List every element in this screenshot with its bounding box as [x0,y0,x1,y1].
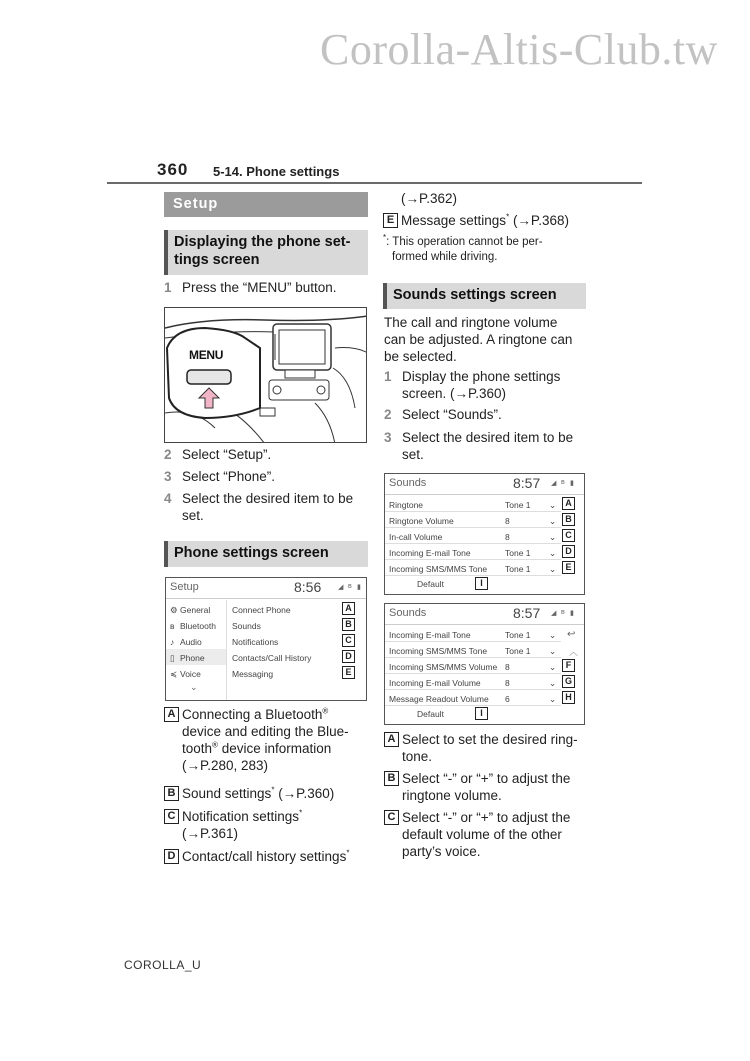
setting-name: Incoming E-mail Tone [389,630,471,640]
display-heading-line2: tings screen [174,252,260,268]
callout-label: A [384,732,399,747]
callout-label: C [342,634,355,647]
display-heading [164,230,368,275]
legend-text: Select “-” or “+” to adjust the default volume of the other party’s voice. [402,810,571,859]
sounds-screen-2 [384,603,585,725]
step-3 [384,429,594,465]
step-text: Select the desired item to be set. [402,430,574,462]
step-number: 3 [164,469,172,484]
screen-row[interactable] [166,601,367,617]
setup-heading: Setup [164,192,368,217]
callout-label: B [342,618,355,631]
sidebar-item-voice[interactable]: Voice [180,669,201,679]
callout-label: C [164,809,179,824]
callout-label: B [384,771,399,786]
dashboard-illustration [164,307,367,443]
setting-name: Incoming SMS/MMS Tone [389,646,488,656]
page-number: 360 [157,160,189,179]
screen-header [166,578,366,596]
menu-label: MENU [189,348,224,362]
default-button[interactable] [389,577,561,592]
chevron-down-icon[interactable]: ⌄ [549,646,557,656]
callout-label: E [342,666,355,679]
continued-reference: (→P.362) [401,191,458,206]
callout-label: D [164,849,179,864]
screen-row[interactable] [166,649,367,665]
legend-text: Message settings* (→P.368) [401,212,569,228]
phone-icon: ▯ [170,653,175,663]
dashboard-drawing [165,308,367,443]
callout-label: G [562,675,575,688]
step-number: 1 [164,280,172,295]
callout-label: E [383,213,398,228]
footer-code: COROLLA_U [124,958,202,972]
callout-label: E [562,561,575,574]
sidebar-item-general[interactable]: General [180,605,211,615]
setting-value: Tone 1 [505,500,531,510]
setting-value: 8 [505,516,510,526]
screen-header [385,604,584,622]
callout-label: A [164,707,179,722]
screen-row[interactable] [166,633,367,649]
step-text: Select “Phone”. [182,469,276,484]
bluetooth-icon: ʙ [561,479,565,486]
callout-label: I [475,577,488,590]
step-text: Select “Setup”. [182,447,272,462]
setting-value: Tone 1 [505,548,531,558]
legend-B [384,770,594,806]
signal-icon: ◢ [551,480,557,487]
setting-name: Incoming SMS/MMS Tone [389,564,488,574]
sounds-screen-1 [384,473,585,595]
callout-label: C [562,529,575,542]
callout-label: F [562,659,575,672]
callout-label: A [562,497,575,510]
screen-row[interactable] [385,674,572,690]
chevron-down-icon[interactable]: ⌄ [549,532,557,542]
step-number: 4 [164,491,172,506]
step-1 [384,368,594,404]
scroll-up-icon[interactable]: ︿ [569,647,579,657]
bluetooth-icon: ʙ [170,621,175,631]
legend-text: Notification settings* (→P.361) [182,808,303,841]
watermark: Corolla-Altis-Club.tw [320,25,718,74]
callout-label: C [384,810,399,825]
phone-icon: ▮ [570,610,574,617]
chevron-down-icon[interactable]: ⌄ [549,662,557,672]
setting-name: Incoming E-mail Volume [389,678,481,688]
chevron-down-icon[interactable]: ⌄ [549,678,557,688]
setting-value: 8 [505,678,510,688]
screen-row[interactable] [385,658,572,674]
phone-icon: ▮ [570,480,574,487]
screen-row[interactable] [385,560,572,576]
voice-icon: ≼ [170,669,178,679]
screen-row[interactable] [385,544,572,560]
chevron-down-icon[interactable]: ⌄ [549,694,557,704]
menu-item[interactable]: Sounds [232,621,261,631]
setting-value: Tone 1 [505,564,531,574]
step-text: Press the “MENU” button. [182,280,337,295]
screen-row[interactable] [385,512,572,528]
setting-name: Ringtone [389,500,424,510]
music-icon: ♪ [170,637,175,647]
chevron-down-icon[interactable]: ⌄ [549,500,557,510]
screen-row[interactable] [385,496,572,512]
chevron-down-icon[interactable]: ⌄ [549,516,557,526]
setting-name: Message Readout Volume [389,694,489,704]
phone-settings-screen [165,577,367,701]
screen-clock: 8:57 [513,475,541,491]
screen-row[interactable] [385,690,572,706]
step-number: 2 [384,407,392,422]
step-text: Select “Sounds”. [402,407,502,422]
gear-icon: ⚙ [170,605,178,615]
default-label: Default [417,579,444,589]
legend-E [383,212,593,230]
step-number: 3 [384,430,392,445]
screen-header [385,474,584,492]
menu-item[interactable]: Contacts/Call History [232,653,312,663]
setting-value: 8 [505,662,510,672]
bluetooth-icon: ʙ [348,583,352,590]
sidebar-item-bluetooth[interactable]: Bluetooth [180,621,216,631]
legend-C [384,809,594,863]
legend-text: Select to set the desired ring- tone. [402,732,578,764]
step-2 [384,406,594,424]
phone-settings-heading: Phone settings screen [164,541,368,567]
setting-value: 6 [505,694,510,704]
legend-text: Connecting a Bluetooth® device and editing the Blue- tooth® device information (→P.280, 283) [182,706,349,773]
sidebar-item-audio[interactable]: Audio [180,637,202,647]
callout-label: D [562,545,575,558]
default-label: Default [417,709,444,719]
setting-name: Incoming E-mail Tone [389,548,471,558]
default-button[interactable] [389,707,561,722]
callout-label: B [562,513,575,526]
legend-A [164,706,369,778]
callout-label: D [342,650,355,663]
sidebar-item-phone[interactable]: Phone [180,653,205,663]
legend-text: Contact/call history settings* [182,848,350,864]
menu-item[interactable]: Connect Phone [232,605,291,615]
chevron-down-icon[interactable]: ⌄ [549,630,557,640]
chevron-down-icon[interactable]: ⌄ [190,682,198,692]
setting-name: Incoming SMS/MMS Volume [389,662,498,672]
screen-clock: 8:56 [294,579,322,595]
screen-row[interactable] [166,665,367,681]
header-rule [107,182,642,184]
step-number: 1 [384,369,392,384]
bluetooth-icon: ʙ [561,609,565,616]
screen-row[interactable] [385,642,561,658]
step-3 [164,468,368,486]
step-text: Select the desired item to be set. [182,491,354,523]
step-2 [164,446,368,464]
signal-icon: ◢ [338,584,344,591]
chevron-down-icon[interactable]: ⌄ [549,548,557,558]
step-number: 2 [164,447,172,462]
screen-row[interactable] [385,626,561,642]
callout-label: B [164,786,179,801]
screen-title: Sounds [389,607,427,619]
step-4 [164,490,368,526]
legend-D [164,848,369,866]
callout-label: H [562,691,575,704]
phone-icon: ▮ [357,584,361,591]
section-title: 5-14. Phone settings [213,164,340,179]
signal-icon: ◢ [551,610,557,617]
legend-text: Select “-” or “+” to adjust the ringtone volume. [402,771,571,803]
screen-title: Setup [170,581,199,593]
legend-B [164,785,369,803]
chevron-down-icon[interactable]: ⌄ [549,564,557,574]
legend-C [164,808,369,844]
legend-text: Sound settings* (→P.360) [182,785,335,801]
callout-label: A [342,602,355,615]
setting-value: 8 [505,532,510,542]
sounds-settings-heading: Sounds settings screen [383,283,586,309]
setting-value: Tone 1 [505,630,531,640]
setting-value: Tone 1 [505,646,531,656]
callout-label: I [475,707,488,720]
screen-row[interactable] [166,617,367,633]
step-text: Display the phone settings screen. (→P.360) [402,369,561,401]
setting-name: In-call Volume [389,532,443,542]
screen-row[interactable] [385,528,572,544]
sounds-intro: The call and ringtone volume can be adjusted. A ringtone can be selected. [384,315,573,364]
legend-A [384,731,594,767]
back-icon[interactable]: ↩ [567,629,576,640]
menu-item[interactable]: Messaging [232,669,274,679]
step-1 [164,279,368,297]
footnote: *: This operation cannot be per- formed while driving. [383,233,543,263]
screen-title: Sounds [389,477,427,489]
display-heading-line1: Displaying the phone set- [174,234,351,250]
menu-item[interactable]: Notifications [232,637,279,647]
setting-name: Ringtone Volume [389,516,454,526]
screen-clock: 8:57 [513,605,541,621]
